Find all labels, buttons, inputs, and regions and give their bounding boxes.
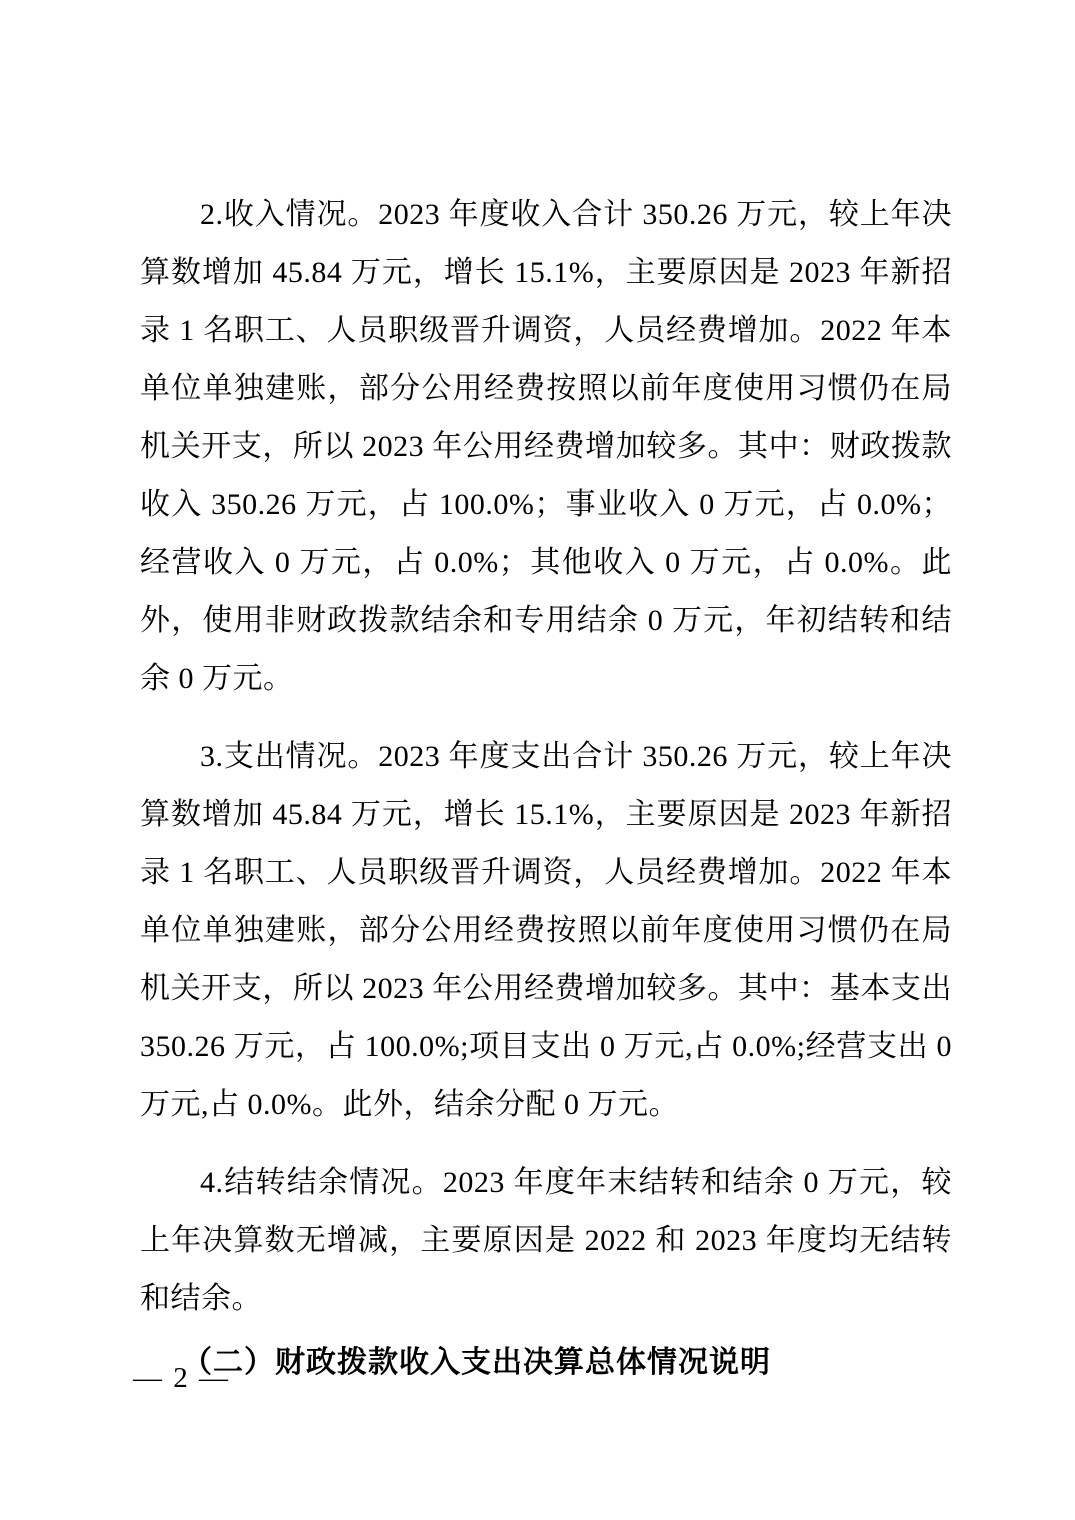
section-heading: （二）财政拨款收入支出决算总体情况说明 [182,1346,771,1379]
page-number: — 2 — [133,1362,230,1394]
page-footer [133,1360,230,1396]
paragraph-income-situation: 2.收入情况。2023 年度收入合计 350.26 万元，较上年决算数增加 45.84 万元，增长 15.1%，主要原因是 2023 年新招录 1 名职工、人员职级晋升调资，人员经费增加。2022 年本单位单独建账，部分公用经费按照以前年度使用习惯仍在局机关开支，所以 2023 年公用经费增加较多。其中：财政拨款收入 350.26 万元，占 100.0%；事业收入 0 万元，占 0.0%；经营收入 0 万元，占 0.0%；其他收入 0 万元，占 0.0%。此外，使用非财政拨款结余和专用结余 0 万元，年初结转和结余 0 万元。 [140,198,952,695]
paragraph-carryover-situation: 4.结转结余情况。2023 年度年末结转和结余 0 万元，较上年决算数无增减，主要原因是 2022 和 2023 年度均无结转和结余。 [140,1166,952,1315]
paragraph-expenditure-situation: 3.支出情况。2023 年度支出合计 350.26 万元，较上年决算数增加 45.84 万元，增长 15.1%，主要原因是 2023 年新招录 1 名职工、人员职级晋升调资，人员经费增加。2022 年本单位单独建账，部分公用经费按照以前年度使用习惯仍在局机关开支，所以 2023 年公用经费增加较多。其中：基本支出 350.26 万元，占 100.0%;项目支出 0 万元,占 0.0%;经营支出 0 万元,占 0.0%。此外，结余分配 0 万元。 [140,740,952,1121]
document-body [140,186,952,1392]
